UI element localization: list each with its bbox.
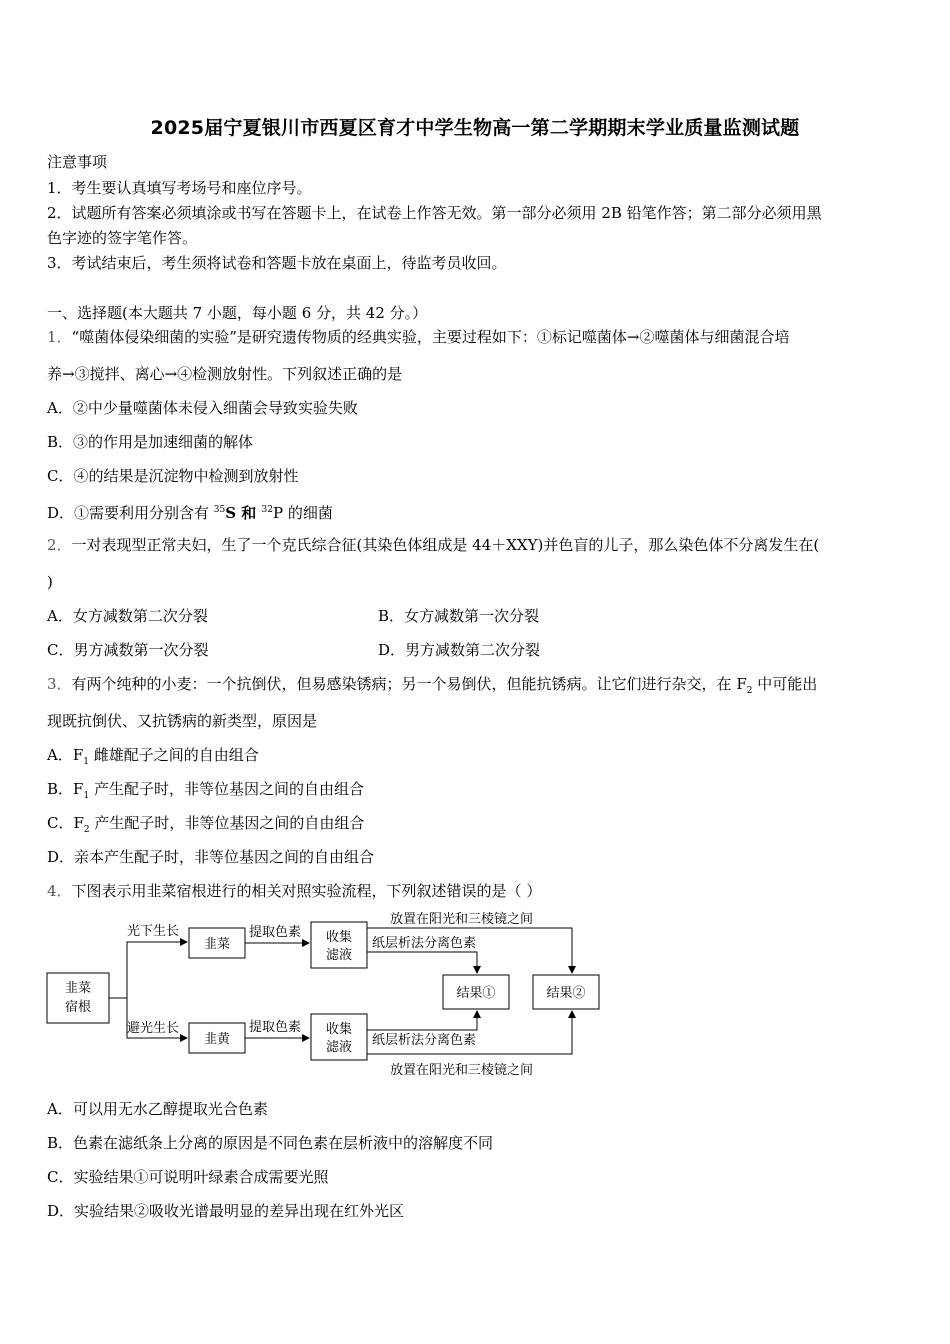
q2-options-row1	[47, 606, 907, 626]
section-heading: 一、选择题(本大题共 7 小题，每小题 6 分，共 42 分。）	[47, 304, 428, 322]
q4-option-b: B．色素在滤纸条上分离的原因是不同色素在层析液中的溶解度不同	[47, 1134, 494, 1152]
q1-option-d-pre: D．①需要利用分别含有	[47, 504, 214, 522]
paper-arrow-bottom	[367, 1011, 477, 1030]
q4-stem-text: 下图表示用韭菜宿根进行的相关对照实验流程，下列叙述错误的是（ ）	[71, 882, 542, 900]
q4-option-d: D．实验结果②吸收光谱最明显的差异出现在红外光区	[47, 1202, 405, 1220]
q1-option-b: B．③的作用是加速细菌的解体	[47, 433, 254, 451]
q1-stem-line2: 养→③搅拌、离心→④检测放射性。下列叙述正确的是	[47, 365, 403, 383]
q3-option-c-post: 产生配子时，非等位基因之间的自由组合	[89, 814, 365, 832]
filtrate-label-bottom: 滤液	[325, 1040, 353, 1055]
q3-stem-line1-post: 中可能出	[752, 675, 818, 693]
q1-option-d-mid: S 和	[225, 504, 262, 522]
q4-number: 4．	[47, 882, 72, 900]
q3-stem	[47, 674, 817, 701]
notice-item-1: 1．考生要认真填写考场号和座位序号。	[47, 179, 312, 197]
q3-option-c	[47, 813, 364, 840]
prism-label-bottom: 放置在阳光和三棱镜之间	[390, 1063, 534, 1078]
q2-stem	[47, 535, 819, 555]
q3-option-a-sub: 1	[83, 757, 89, 767]
q3-option-c-pre: C．F	[47, 814, 84, 832]
notice-item-3: 3．考试结束后，考生须将试卷和答题卡放在桌面上，待监考员收回。	[47, 254, 507, 272]
q2-number: 2．	[47, 536, 72, 554]
q3-option-a	[47, 745, 259, 772]
paper-label-bottom: 纸层析法分离色素	[372, 1033, 477, 1048]
q1-option-a: A．②中少量噬菌体未侵入细菌会导致实验失败	[47, 399, 358, 417]
paper-label-top: 纸层析法分离色素	[372, 936, 477, 951]
result1-label: 结果①	[456, 986, 496, 1001]
notice-heading: 注意事项	[47, 153, 108, 171]
q2-stem-line2: )	[47, 573, 53, 591]
q3-stem-sub: 2	[746, 686, 753, 696]
yellow-leek-label: 韭黄	[203, 1032, 231, 1047]
collect-label-bottom: 收集	[325, 1022, 353, 1037]
q1-number: 1．	[47, 328, 72, 346]
prism-label-top: 放置在阳光和三棱镜之间	[390, 912, 534, 927]
q3-stem-line1-pre: 有两个纯种的小麦：一个抗倒伏，但易感染锈病；另一个易倒伏，但能抗锈病。让它们进行杂交，在 F	[71, 675, 747, 693]
extract-label-bottom: 提取色素	[249, 1020, 302, 1035]
result2-label: 结果②	[546, 986, 586, 1001]
root-label-2: 宿根	[64, 1000, 92, 1015]
q3-option-b	[47, 779, 364, 806]
q1-option-d	[47, 500, 333, 523]
q2-option-d: D．男方减数第二次分裂	[378, 641, 541, 659]
q4-stem	[47, 881, 541, 901]
paper-arrow-top	[367, 952, 477, 973]
q3-option-a-pre: A．F	[47, 746, 84, 764]
q3-option-a-post: 雌雄配子之间的自由组合	[88, 746, 259, 764]
light-label: 光下生长	[127, 924, 180, 939]
q3-option-d: D．亲本产生配子时，非等位基因之间的自由组合	[47, 848, 375, 866]
q1-option-c: C．④的结果是沉淀物中检测到放射性	[47, 467, 299, 485]
q3-option-b-pre: B．F	[47, 780, 84, 798]
q2-stem-line1: 一对表现型正常夫妇，生了一个克氏综合征(其染色体组成是 44＋XXY)并色盲的儿子，那么染色体不分离发生在(	[71, 536, 820, 554]
q1-stem-line1: “噬菌体侵染细菌的实验”是研究遗传物质的经典实验，主要过程如下：①标记噬菌体→②噬菌体与细菌混合培	[71, 328, 790, 346]
notice-item-2: 2．试题所有答案必须填涂或书写在答题卡上，在试卷上作答无效。第一部分必须用 2B 铅笔作答；第二部分必须用黑	[47, 204, 822, 222]
leek-label: 韭菜	[203, 937, 231, 952]
root-label: 韭菜	[64, 981, 92, 996]
dark-label: 避光生长	[127, 1021, 180, 1036]
q3-option-c-sub: 2	[83, 825, 90, 835]
collect-label-top: 收集	[325, 930, 353, 945]
q1-option-d-sup2: 32	[261, 505, 273, 515]
q1-option-d-post: P 的细菌	[272, 504, 333, 522]
q4-option-c: C．实验结果①可说明叶绿素合成需要光照	[47, 1168, 329, 1186]
experiment-flow-diagram	[45, 908, 605, 1083]
q4-option-a: A．可以用无水乙醇提取光合色素	[47, 1100, 268, 1118]
q3-option-b-post: 产生配子时，非等位基因之间的自由组合	[89, 780, 364, 798]
q3-number: 3．	[47, 675, 72, 693]
extract-label-top: 提取色素	[249, 925, 302, 940]
q2-option-c: C．男方减数第一次分裂	[47, 641, 209, 659]
q2-options-row2	[47, 640, 907, 660]
q3-stem-line2: 现既抗倒伏、又抗锈病的新类型，原因是	[47, 712, 318, 730]
light-branch-arrow	[109, 942, 187, 998]
q1-option-d-sup1: 35	[213, 505, 226, 515]
q1-stem	[47, 327, 789, 347]
q3-option-b-sub: 1	[83, 791, 90, 801]
q2-option-b: B．女方减数第一次分裂	[378, 607, 540, 625]
page-title: 2025届宁夏银川市西夏区育才中学生物高一第二学期期末学业质量监测试题	[150, 117, 800, 139]
notice-item-2-cont: 色字迹的签字笔作答。	[47, 229, 198, 247]
q2-option-a: A．女方减数第二次分裂	[47, 607, 208, 625]
filtrate-label-top: 滤液	[325, 948, 353, 963]
